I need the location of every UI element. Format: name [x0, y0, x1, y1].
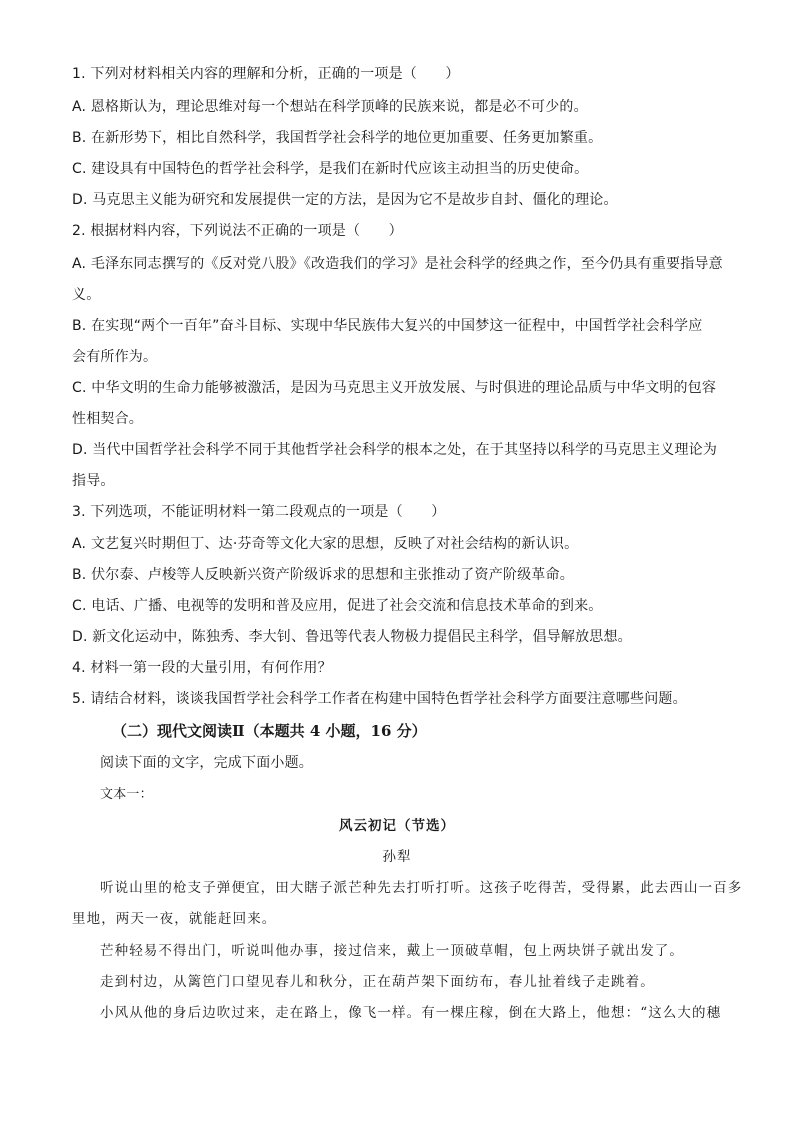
question-2-option-b-line2: 会有所作为。	[72, 349, 158, 365]
story-paragraph-4: 小风从他的身后边吹过来，走在路上，像飞一样。有一棵庄稼，倒在大路上，他想：“这么大的穗	[100, 1005, 722, 1021]
question-3-option-b: B. 伏尔泰、卢梭等人反映新兴资产阶级诉求的思想和主张推动了资产阶级革命。	[72, 567, 574, 583]
story-paragraph-3: 走到村边，从篱笆门口望见春儿和秋分，正在葫芦架下面纺布，春儿扯着线子走跳着。	[100, 974, 655, 990]
question-3-option-a: A. 文艺复兴时期但丁、达·芬奇等文化大家的思想，反映了对社会结构的新认识。	[72, 536, 579, 552]
question-3-option-c: C. 电话、广播、电视等的发明和普及应用，促进了社会交流和信息技术革命的到来。	[72, 598, 603, 614]
text-label: 文本一：	[100, 787, 153, 802]
question-2-option-b-line1: B. 在实现“两个一百年”奋斗目标、实现中华民族伟大复兴的中国梦这一征程中，中国哲学社会科学应	[72, 318, 703, 334]
story-paragraph-1-line1: 听说山里的枪支子弹便宜，田大瞎子派芒种先去打听打听。这孩子吃得苦，受得累，此去西山一百多	[100, 880, 743, 896]
question-1-option-d: D. 马克思主义能为研究和发展提供一定的方法，是因为它不是故步自封、僵化的理论。	[72, 192, 618, 208]
question-3-stem: 3. 下列选项，不能证明材料一第二段观点的一项是（ ）	[72, 504, 446, 520]
question-1-option-b: B. 在新形势下，相比自然科学，我国哲学社会科学的地位更加重要、任务更加繁重。	[72, 130, 603, 146]
question-4-stem: 4. 材料一第一段的大量引用，有何作用？	[72, 660, 332, 676]
section-instruction: 阅读下面的文字，完成下面小题。	[100, 755, 313, 771]
story-title: 风云初记（节选）	[339, 818, 455, 834]
question-2-option-d-line2: 指导。	[72, 473, 115, 489]
question-1-option-a: A. 恩格斯认为，理论思维对每一个想站在科学顶峰的民族来说，都是必不可少的。	[72, 99, 588, 115]
question-2-option-d-line1: D. 当代中国哲学社会科学不同于其他哲学社会科学的根本之处，在于其坚持以科学的马克思主义理论为	[72, 442, 718, 458]
story-paragraph-1-line2: 里地，两天一夜，就能赶回来。	[72, 911, 277, 927]
section-title: （二）现代文阅读Ⅱ（本题共 4 小题，16 分）	[112, 722, 427, 740]
question-2-option-c-line2: 性相契合。	[72, 411, 143, 427]
question-2-option-c-line1: C. 中华文明的生命力能够被激活，是因为马克思主义开放发展、与时俱进的理论品质与中华文明的包容	[72, 380, 717, 396]
question-2-option-a-line1: A. 毛泽东同志撰写的《反对党八股》《改造我们的学习》是社会科学的经典之作，至今仍具有重要指导意	[72, 256, 723, 272]
question-1-option-c: C. 建设具有中国特色的哲学社会科学，是我们在新时代应该主动担当的历史使命。	[72, 161, 589, 177]
question-2-stem: 2. 根据材料内容，下列说法不正确的一项是（ ）	[72, 223, 403, 239]
question-1-stem: 1. 下列对材料相关内容的理解和分析，正确的一项是（ ）	[72, 66, 460, 82]
question-3-option-d: D. 新文化运动中，陈独秀、李大钊、鲁迅等代表人物极力提倡民主科学，倡导解放思想。	[72, 629, 632, 645]
question-2-option-a-line2: 义。	[72, 287, 101, 303]
story-paragraph-2: 芒种轻易不得出门，听说叫他办事，接过信来，戴上一顶破草帽，包上两块饼子就出发了。	[100, 943, 684, 959]
question-5-stem: 5. 请结合材料，谈谈我国哲学社会科学工作者在构建中国特色哲学社会科学方面要注意哪些问题。	[72, 691, 687, 707]
story-author: 孙犁	[382, 849, 412, 865]
